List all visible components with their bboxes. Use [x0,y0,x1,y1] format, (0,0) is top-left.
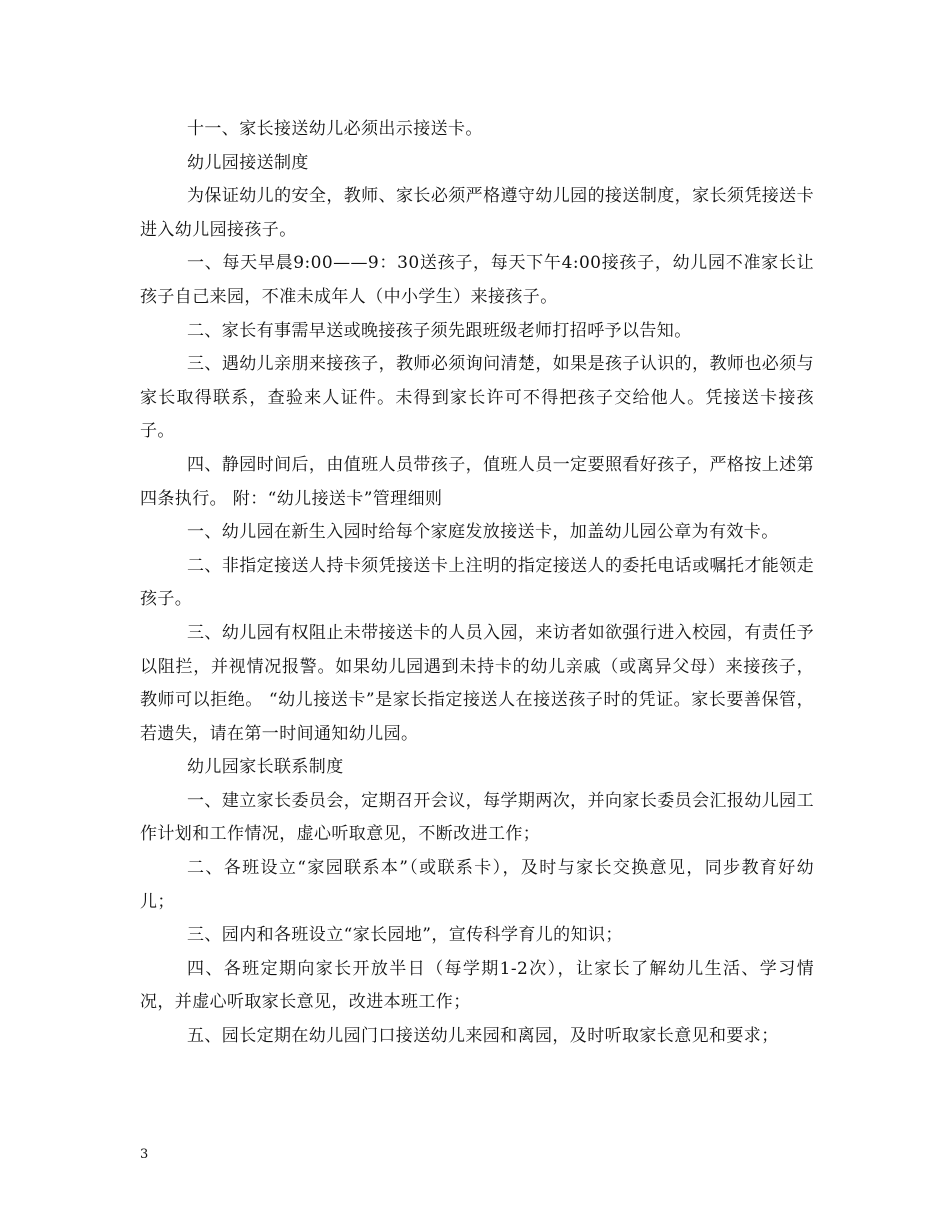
section-heading-pickup-policy: 幼儿园接送制度 [187,152,309,173]
paragraph-rule-2: 二、家长有事需早送或晚接孩子须先跟班级老师打招呼予以告知。 [187,320,692,341]
paragraph-contact-5: 五、园长定期在幼儿园门口接送幼儿来园和离园，及时听取家长意见和要求； [187,1026,779,1047]
paragraph-contact-1: 一、建立家长委员会，定期召开会议，每学期两次，并向家长委员会汇报幼儿园工作计划和工作情况，虚心听取意见，不断改进工作； [140,790,814,845]
page-number: 3 [140,1147,149,1162]
paragraph-rule-3: 三、遇幼儿亲朋来接孩子，教师必须询问清楚，如果是孩子认识的，教师也必须与家长取得联系，查验来人证件。未得到家长许可不得把孩子交给他人。凭接送卡接孩子。 [140,354,814,442]
paragraph-pickup-card-rule: 十一、家长接送幼儿必须出示接送卡。 [187,119,483,139]
section-heading-parent-contact: 幼儿园家长联系制度 [187,757,344,778]
paragraph-rule-1: 一、每天早晨9:00——9：30送孩子，每天下午4:00接孩子，幼儿园不准家长让孩子自己来园，不准未成年人（中小学生）来接孩子。 [140,253,814,307]
paragraph-contact-3: 三、园内和各班设立“家长园地”，宣传科学育儿的知识； [187,925,623,946]
paragraph-contact-2: 二、各班设立“家园联系本”（或联系卡），及时与家长交换意见，同步教育好幼儿； [140,858,814,912]
paragraph-rule-4: 四、静园时间后，由值班人员带孩子，值班人员一定要照看好孩子，严格按上述第四条执行。 附：“幼儿接送卡”管理细则 [140,454,814,509]
paragraph-contact-4: 四、各班定期向家长开放半日（每学期1-2次），让家长了解幼儿生活、学习情况，并虚心听取家长意见，改进本班工作； [140,958,814,1013]
paragraph-card-rule-2: 二、非指定接送人持卡须凭接送卡上注明的指定接送人的委托电话或嘱托才能领走孩子。 [140,555,814,610]
paragraph-card-rule-1: 一、幼儿园在新生入园时给每个家庭发放接送卡，加盖幼儿园公章为有效卡。 [187,522,779,543]
paragraph-card-rule-3: 三、幼儿园有权阻止未带接送卡的人员入园，来访者如欲强行进入校园，有责任予以阻拦，并视情况报警。如果幼儿园遇到未持卡的幼儿亲戚（或离异父母）来接孩子，教师可以拒绝。 “幼儿接送卡”是家长指定接送人在接送孩子时的凭证。家长要善保管，若遗失，请在第一时间通知幼儿园。 [140,622,814,744]
document-body [140,113,814,1054]
paragraph-intro: 为保证幼儿的安全，教师、家长必须严格遵守幼儿园的接送制度，家长须凭接送卡进入幼儿园接孩子。 [140,186,814,240]
